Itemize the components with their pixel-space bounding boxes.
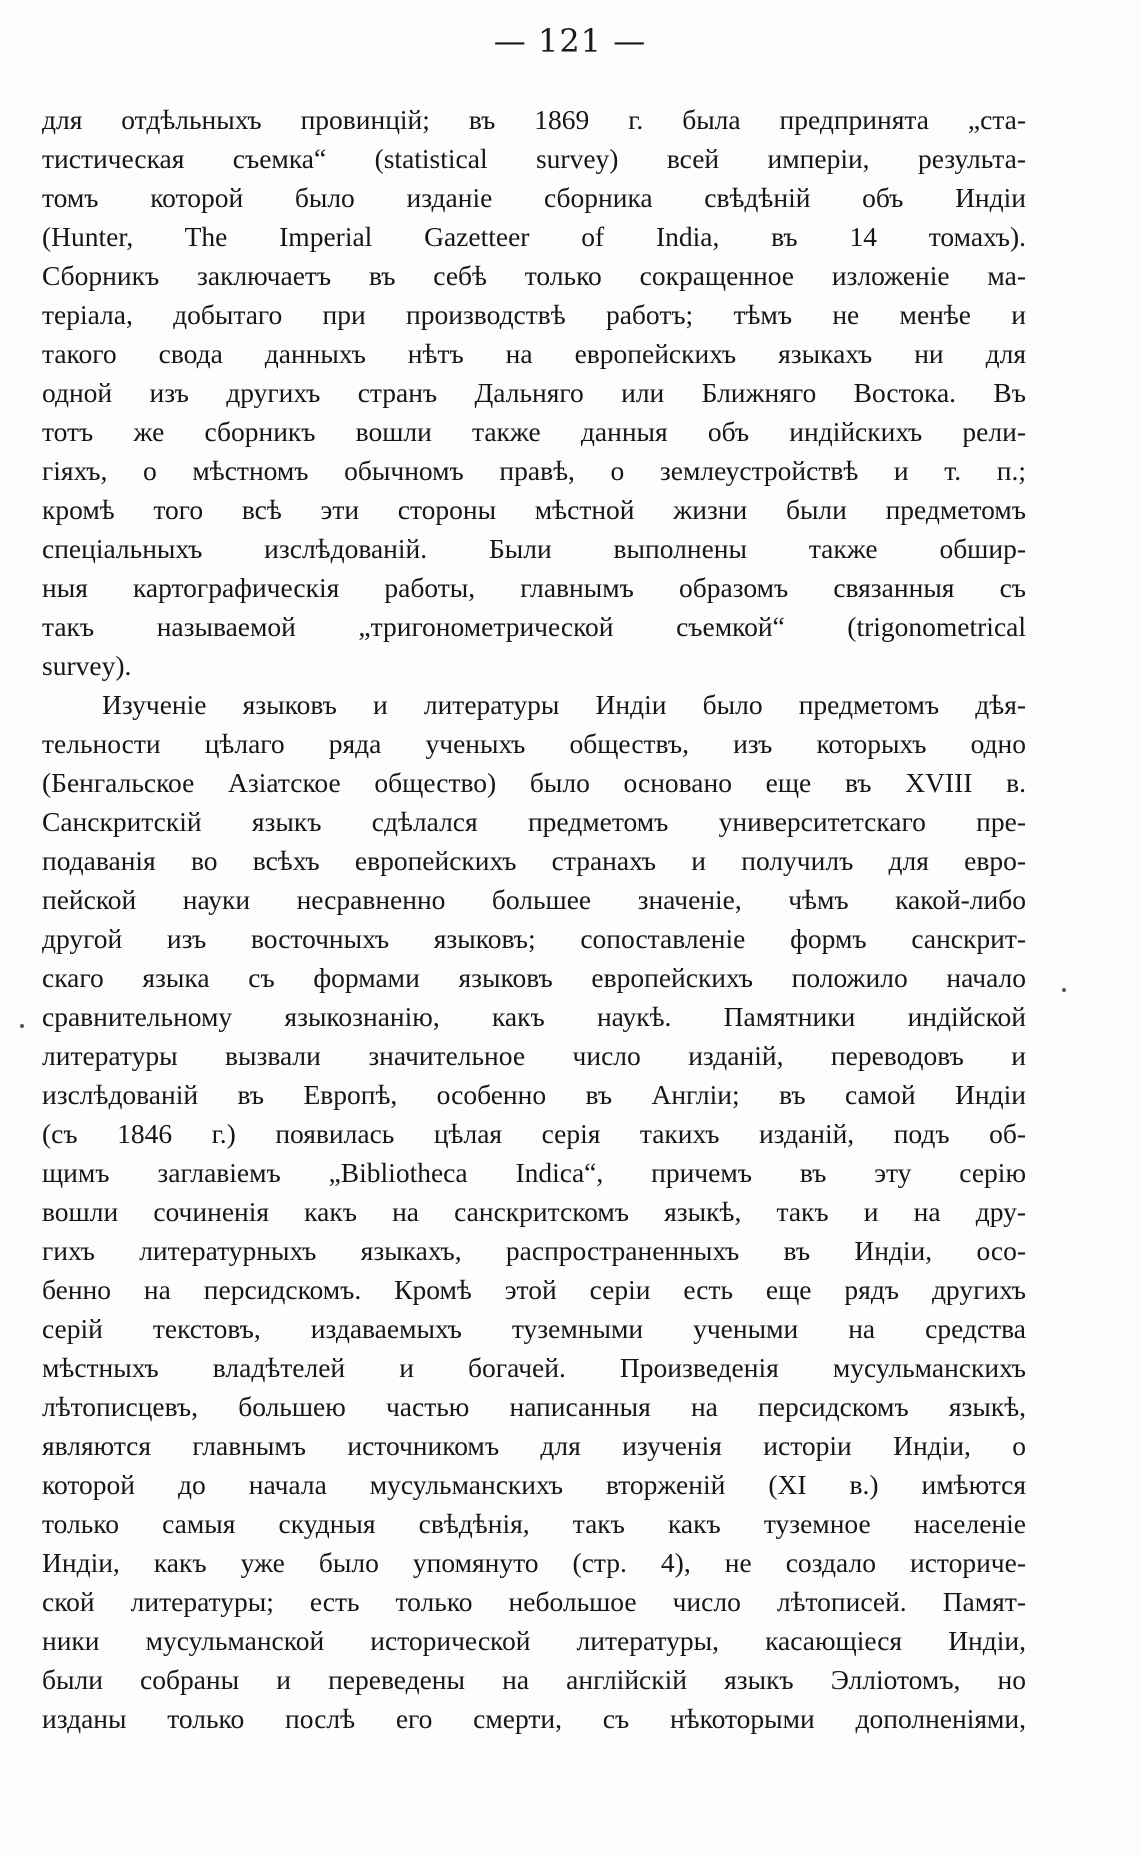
text-line: вошли сочиненія какъ на санскритскомъ языкѣ, такъ и на дру- <box>42 1196 1026 1227</box>
text-line: (Hunter, The Imperial Gazetteer of India, въ 14 томахъ). <box>42 221 1026 252</box>
text-line: гихъ литературныхъ языкахъ, распространенныхъ въ Индіи, осо- <box>42 1235 1026 1266</box>
paragraph <box>42 100 1026 685</box>
text-line: томъ которой было изданіе сборника свѣдѣній объ Индіи <box>42 182 1026 213</box>
text-line: спеціальныхъ изслѣдованій. Были выполнены также обшир- <box>42 533 1026 564</box>
text-line: такого свода данныхъ нѣтъ на европейскихъ языкахъ ни для <box>42 338 1026 369</box>
text-line: ской литературы; есть только небольшое число лѣтописей. Памят- <box>42 1586 1026 1617</box>
text-line: другой изъ восточныхъ языковъ; сопоставленіе формъ санскрит- <box>42 923 1026 954</box>
text-line: скаго языка съ формами языковъ европейскихъ положило начало <box>42 962 1026 993</box>
text-line: изслѣдованій въ Европѣ, особенно въ Англіи; въ самой Индіи <box>42 1079 1026 1110</box>
text-line: которой до начала мусульманскихъ вторженій (XI в.) имѣются <box>42 1469 1026 1500</box>
text-line: такъ называемой „тригонометрической съемкой“ (trigonometrical <box>42 611 1026 642</box>
text-line: кромѣ того всѣ эти стороны мѣстной жизни были предметомъ <box>42 494 1026 525</box>
text-line: (Бенгальское Азіатское общество) было основано еще въ XVIII в. <box>42 767 1026 798</box>
text-line: одной изъ другихъ странъ Дальняго или Ближняго Востока. Въ <box>42 377 1026 408</box>
text-line: теріала, добытаго при производствѣ работъ; тѣмъ не менѣе и <box>42 299 1026 330</box>
text-line: (съ 1846 г.) появилась цѣлая серія такихъ изданій, подъ об- <box>42 1118 1026 1149</box>
text-line: щимъ заглавіемъ „Bibliotheca Indica“, причемъ въ эту серію <box>42 1157 1026 1188</box>
text-line: являются главнымъ источникомъ для изученія исторіи Индіи, о <box>42 1430 1026 1461</box>
text-line: бенно на персидскомъ. Кромѣ этой серіи есть еще рядъ другихъ <box>42 1274 1026 1305</box>
text-line: для отдѣльныхъ провинцій; въ 1869 г. была предпринята „ста- <box>42 104 1026 135</box>
page-number: — 121 — <box>493 22 647 60</box>
text-line: гіяхъ, о мѣстномъ обычномъ правѣ, о землеустройствѣ и т. п.; <box>42 455 1026 486</box>
print-speck <box>1062 988 1066 992</box>
text-line: ныя картографическія работы, главнымъ образомъ связанныя съ <box>42 572 1026 603</box>
text-line: тистическая съемка“ (statistical survey) всей имперіи, результа- <box>42 143 1026 174</box>
text-line: Изученіе языковъ и литературы Индіи было предметомъ дѣя- <box>102 689 1026 720</box>
paragraph <box>42 685 1026 1738</box>
text-line: survey). <box>42 650 132 681</box>
text-line: только самыя скудныя свѣдѣнія, такъ какъ туземное населеніе <box>42 1508 1026 1539</box>
text-line: литературы вызвали значительное число изданій, переводовъ и <box>42 1040 1026 1071</box>
text-line: Индіи, какъ уже было упомянуто (стр. 4), не создало историче- <box>42 1547 1026 1578</box>
text-line: пейской науки несравненно большее значеніе, чѣмъ какой-либо <box>42 884 1026 915</box>
text-line: тотъ же сборникъ вошли также данныя объ индійскихъ рели- <box>42 416 1026 447</box>
text-line: изданы только послѣ его смерти, съ нѣкоторыми дополненіями, <box>42 1703 1026 1734</box>
text-line: Санскритскій языкъ сдѣлался предметомъ университетскаго пре- <box>42 806 1026 837</box>
text-line: подаванія во всѣхъ европейскихъ странахъ и получилъ для евро- <box>42 845 1026 876</box>
text-line: ники мусульманской исторической литературы, касающіеся Индіи, <box>42 1625 1026 1656</box>
text-line: Сборникъ заключаетъ въ себѣ только сокращенное изложеніе ма- <box>42 260 1026 291</box>
text-line: были собраны и переведены на англійскій языкъ Элліотомъ, но <box>42 1664 1026 1695</box>
text-line: сравнительному языкознанію, какъ наукѣ. Памятники индійской <box>42 1001 1026 1032</box>
text-line: лѣтописцевъ, большею частью написанныя на персидскомъ языкѣ, <box>42 1391 1026 1422</box>
text-line: серій текстовъ, издаваемыхъ туземными учеными на средства <box>42 1313 1026 1344</box>
text-line: мѣстныхъ владѣтелей и богачей. Произведенія мусульманскихъ <box>42 1352 1026 1383</box>
text-line: тельности цѣлаго ряда ученыхъ обществъ, изъ которыхъ одно <box>42 728 1026 759</box>
body-text <box>42 100 1026 1738</box>
print-speck <box>20 1024 24 1028</box>
